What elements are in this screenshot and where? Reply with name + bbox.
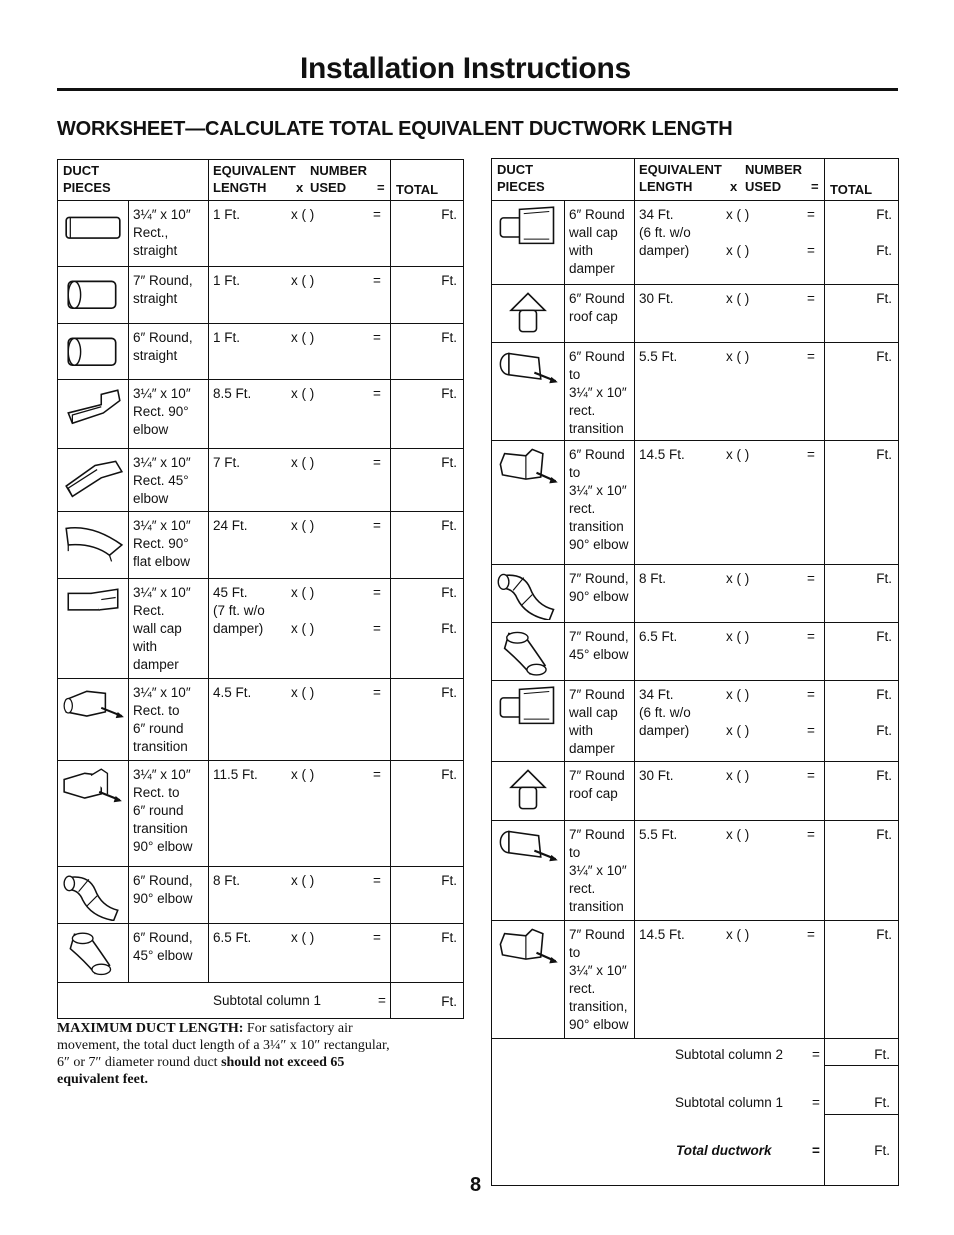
duct-piece-row <box>58 380 464 449</box>
row-total-cell[interactable]: Ft. <box>825 820 899 920</box>
round-roof-cap-icon <box>492 285 565 343</box>
duct-piece-description: 3¼″ x 10″ Rect. 45° elbow <box>129 449 209 512</box>
equivalent-length-cell: 11.5 Ft. x ( ) = <box>209 761 391 867</box>
duct-piece-description: 7″ Round to 3¼″ x 10″ rect. transition <box>565 820 635 920</box>
rect-straight-duct-icon <box>60 203 126 255</box>
round-45-elbow-icon <box>492 623 565 681</box>
duct-piece-description: 6″ Round to 3¼″ x 10″ rect. transition 90° elbow <box>565 441 635 565</box>
page-title: Installation Instructions <box>300 52 631 85</box>
row-total-cell[interactable]: Ft. Ft. <box>825 681 899 762</box>
row-total-cell[interactable]: Ft. Ft. <box>825 201 899 285</box>
duct-piece-row <box>492 762 899 820</box>
quantity-used-input[interactable]: x ( ) <box>726 629 750 645</box>
duct-piece-row <box>58 923 464 982</box>
equivalent-length-cell: 5.5 Ft. x ( ) = <box>635 343 825 441</box>
duct-piece-row <box>492 623 899 681</box>
equivalent-length-cell: 1 Ft. x ( ) = <box>209 267 391 324</box>
rect-flat-elbow-icon <box>58 512 129 579</box>
round-wall-cap-icon <box>492 201 565 285</box>
subtotal-cell[interactable]: Ft. <box>391 982 464 1018</box>
round-to-rect-transition-icon <box>494 823 562 876</box>
quantity-used-input[interactable]: x ( ) <box>726 447 750 463</box>
duct-piece-row <box>492 201 899 285</box>
quantity-used-input[interactable]: x ( ) <box>291 386 315 402</box>
quantity-used-input[interactable]: x ( ) <box>726 768 750 784</box>
round-90-elbow-icon <box>60 869 126 921</box>
duct-piece-description: 6″ Round, straight <box>129 323 209 380</box>
row-total-cell[interactable]: Ft. <box>391 512 464 579</box>
duct-piece-row <box>58 679 464 761</box>
quantity-used-input[interactable]: x ( ) <box>726 207 750 222</box>
duct-pieces-header: DUCT PIECES <box>58 160 209 201</box>
equals-sign: = <box>807 243 815 258</box>
quantity-used-input[interactable]: x ( ) <box>726 687 750 703</box>
round-wall-cap-icon <box>494 203 562 256</box>
duct-piece-description: 7″ Round roof cap <box>565 762 635 820</box>
equals-sign: = <box>373 767 381 783</box>
round-to-rect-transition-icon <box>494 345 562 398</box>
duct-piece-row <box>492 820 899 920</box>
quantity-used-input[interactable]: x ( ) <box>726 291 750 306</box>
equals-sign: = <box>373 518 381 534</box>
equivalent-length-cell: 14.5 Ft. x ( ) = <box>635 920 825 1038</box>
row-total-cell[interactable]: Ft. <box>825 623 899 681</box>
equivalent-length-cell: 8 Ft. x ( ) = <box>635 565 825 623</box>
round-90-elbow-icon <box>58 867 129 924</box>
equals-sign: = <box>373 585 381 601</box>
equals-sign: = <box>373 273 381 288</box>
equals-sign: = <box>812 1046 820 1062</box>
row-total-cell[interactable]: Ft. Ft. <box>391 579 464 679</box>
subtotal-column-1-label: Subtotal column 1 <box>675 1094 784 1110</box>
equals-sign: = <box>807 571 815 587</box>
row-total-cell[interactable]: Ft. <box>391 380 464 449</box>
duct-piece-row <box>492 285 899 343</box>
round-roof-cap-icon <box>494 764 562 817</box>
quantity-used-input[interactable]: x ( ) <box>291 621 315 637</box>
equivalent-length-cell: 5.5 Ft. x ( ) = <box>635 820 825 920</box>
row-total-cell[interactable]: Ft. <box>391 201 464 267</box>
round-90-elbow-icon <box>494 567 562 620</box>
equals-sign: = <box>807 826 815 842</box>
quantity-used-input[interactable]: x ( ) <box>291 929 315 945</box>
duct-piece-description: 3¼″ x 10″ Rect. wall cap with damper <box>129 579 209 679</box>
duct-piece-description: 3¼″ x 10″ Rect. 90° elbow <box>129 380 209 449</box>
equals-sign: = <box>373 386 381 402</box>
row-total-cell[interactable]: Ft. <box>391 923 464 982</box>
equals-sign: = <box>373 329 381 345</box>
duct-piece-description: 7″ Round wall cap with damper <box>565 681 635 762</box>
equivalent-length-cell: 30 Ft. x ( ) = <box>635 285 825 343</box>
round-45-elbow-icon <box>60 926 126 978</box>
round-roof-cap-icon <box>492 762 565 820</box>
round-straight-duct-icon <box>60 269 126 321</box>
row-total-cell[interactable]: Ft. <box>391 267 464 324</box>
quantity-used-input[interactable]: x ( ) <box>726 571 750 587</box>
duct-piece-row <box>492 565 899 623</box>
round-to-rect-elbow-icon <box>494 923 562 976</box>
total-ductwork-label: Total ductwork <box>676 1142 772 1158</box>
subtotal-column-2-cell[interactable]: Ft. <box>874 1046 890 1062</box>
total-ductwork-cell[interactable]: Ft. <box>874 1142 890 1158</box>
row-total-cell[interactable]: Ft. <box>825 343 899 441</box>
round-roof-cap-icon <box>494 287 562 340</box>
round-wall-cap-icon <box>494 683 562 736</box>
rect-straight-duct-icon <box>58 201 129 267</box>
round-to-rect-elbow-icon <box>492 920 565 1038</box>
duct-piece-row <box>58 201 464 267</box>
duct-piece-row <box>492 920 899 1038</box>
round-90-elbow-icon <box>492 565 565 623</box>
equivalent-length-cell: 34 Ft. (6 ft. w/o damper) x ( ) = x ( ) = <box>635 201 825 285</box>
rect-wall-cap-icon <box>58 579 129 679</box>
maximum-duct-length-note: MAXIMUM DUCT LENGTH: For satisfactory air movement, the total duct length of a 3¼″ x 10″ rectangular, 6″ or 7″ diameter round duct should not exceed 65 equivalent feet. <box>57 1021 390 1087</box>
equivalent-length-cell: 45 Ft. (7 ft. w/o damper) x ( ) = x ( ) = <box>209 579 391 679</box>
quantity-used-input[interactable]: x ( ) <box>291 518 315 534</box>
rect-flat-elbow-icon <box>60 514 126 566</box>
rect-to-round-transition-icon <box>60 681 126 733</box>
round-straight-duct-icon <box>60 326 126 378</box>
equivalent-length-cell: 8 Ft. x ( ) = <box>209 867 391 924</box>
duct-piece-row <box>58 512 464 579</box>
duct-piece-description: 7″ Round to 3¼″ x 10″ rect. transition, 90° elbow <box>565 920 635 1038</box>
round-to-rect-transition-icon <box>492 343 565 441</box>
equals-sign: = <box>373 455 381 471</box>
summary-row <box>492 1038 899 1185</box>
equivalent-length-cell: 8.5 Ft. x ( ) = <box>209 380 391 449</box>
equals-sign: = <box>373 621 381 637</box>
round-45-elbow-icon <box>58 923 129 982</box>
quantity-used-input[interactable]: x ( ) <box>291 273 315 288</box>
equivalent-length-cell: 6.5 Ft. x ( ) = <box>635 623 825 681</box>
round-wall-cap-icon <box>492 681 565 762</box>
equivalent-length-header: EQUIVALENT NUMBER LENGTH x USED = <box>635 159 825 201</box>
duct-piece-row <box>58 579 464 679</box>
duct-piece-description: 7″ Round, 45° elbow <box>565 623 635 681</box>
equals-sign: = <box>807 926 815 942</box>
duct-piece-row <box>58 867 464 924</box>
table-header-row <box>492 159 899 201</box>
row-total-cell[interactable]: Ft. <box>391 761 464 867</box>
rect-wall-cap-icon <box>60 581 126 633</box>
round-straight-duct-icon <box>58 323 129 380</box>
duct-piece-row <box>58 449 464 512</box>
equals-sign: = <box>807 291 815 306</box>
equals-sign: = <box>807 687 815 703</box>
quantity-used-input[interactable]: x ( ) <box>291 455 315 471</box>
row-total-cell[interactable]: Ft. <box>391 449 464 512</box>
equivalent-length-cell: 14.5 Ft. x ( ) = <box>635 441 825 565</box>
duct-pieces-header: DUCT PIECES <box>492 159 635 201</box>
subtotal-column-2-label: Subtotal column 2 <box>675 1046 784 1062</box>
row-total-cell[interactable]: Ft. <box>391 679 464 761</box>
equivalent-length-cell: 1 Ft. x ( ) = <box>209 323 391 380</box>
equivalent-length-cell: 30 Ft. x ( ) = <box>635 762 825 820</box>
row-total-cell[interactable]: Ft. <box>825 565 899 623</box>
worksheet-heading: WORKSHEET—CALCULATE TOTAL EQUIVALENT DUCTWORK LENGTH <box>57 118 733 140</box>
equals-sign: = <box>373 929 381 945</box>
quantity-used-input[interactable]: x ( ) <box>291 767 315 783</box>
quantity-used-input[interactable]: x ( ) <box>291 329 315 345</box>
subtotal-column-1-cell[interactable]: Ft. <box>874 1094 890 1110</box>
row-total-cell[interactable]: Ft. <box>825 441 899 565</box>
equivalent-length-header: EQUIVALENT NUMBER LENGTH x USED = <box>209 160 391 201</box>
duct-piece-description: 3¼″ x 10″ Rect. 90° flat elbow <box>129 512 209 579</box>
quantity-used-input[interactable]: x ( ) <box>291 207 315 222</box>
page-number: 8 <box>470 1174 482 1196</box>
duct-piece-row <box>58 761 464 867</box>
equals-sign: = <box>812 1142 820 1158</box>
quantity-used-input[interactable]: x ( ) <box>291 685 315 701</box>
quantity-used-input[interactable]: x ( ) <box>726 826 750 842</box>
equivalent-length-cell: 34 Ft. (6 ft. w/o damper) x ( ) = x ( ) = <box>635 681 825 762</box>
duct-piece-description: 6″ Round to 3¼″ x 10″ rect. transition <box>565 343 635 441</box>
duct-piece-row <box>58 267 464 324</box>
row-total-cell[interactable]: Ft. <box>825 285 899 343</box>
equals-sign: = <box>373 207 381 222</box>
row-total-cell[interactable]: Ft. <box>825 920 899 1038</box>
quantity-used-input[interactable]: x ( ) <box>291 873 315 889</box>
duct-piece-description: 3¼″ x 10″ Rect., straight <box>129 201 209 267</box>
round-to-rect-elbow-icon <box>492 441 565 565</box>
table-header-row <box>58 160 464 201</box>
duct-piece-description: 6″ Round roof cap <box>565 285 635 343</box>
duct-piece-description: 6″ Round, 45° elbow <box>129 923 209 982</box>
equals-sign: = <box>807 447 815 463</box>
equals-sign: = <box>807 723 815 739</box>
equals-sign: = <box>373 685 381 701</box>
duct-piece-description: 6″ Round, 90° elbow <box>129 867 209 924</box>
equals-sign: = <box>807 207 815 222</box>
row-total-cell[interactable]: Ft. <box>391 323 464 380</box>
quantity-used-input[interactable]: x ( ) <box>726 723 750 739</box>
round-45-elbow-icon <box>494 625 562 678</box>
rect-90-elbow-icon <box>58 380 129 449</box>
equivalent-length-cell: 6.5 Ft. x ( ) = <box>209 923 391 982</box>
equals-sign: = <box>373 873 381 889</box>
row-total-cell[interactable]: Ft. <box>825 762 899 820</box>
rect-to-round-elbow-icon <box>58 761 129 867</box>
equivalent-length-cell: 4.5 Ft. x ( ) = <box>209 679 391 761</box>
duct-piece-description: 3¼″ x 10″ Rect. to 6″ round transition 90° elbow <box>129 761 209 867</box>
title-rule <box>57 88 898 91</box>
rect-90-elbow-icon <box>60 382 126 434</box>
quantity-used-input[interactable]: x ( ) <box>726 926 750 942</box>
quantity-used-input[interactable]: x ( ) <box>291 585 315 601</box>
rect-45-elbow-icon <box>58 449 129 512</box>
subtotal-label: Subtotal column 1 <box>213 992 322 1008</box>
round-straight-duct-icon <box>58 267 129 324</box>
equivalent-length-cell: 24 Ft. x ( ) = <box>209 512 391 579</box>
duct-piece-description: 3¼″ x 10″ Rect. to 6″ round transition <box>129 679 209 761</box>
equals-sign: = <box>807 349 815 365</box>
duct-piece-row <box>58 323 464 380</box>
round-to-rect-elbow-icon <box>494 443 562 496</box>
rect-to-round-transition-icon <box>58 679 129 761</box>
total-header: TOTAL <box>391 160 464 201</box>
row-total-cell[interactable]: Ft. <box>391 867 464 924</box>
quantity-used-input[interactable]: x ( ) <box>726 243 750 258</box>
equivalent-length-cell: 7 Ft. x ( ) = <box>209 449 391 512</box>
duct-piece-description: 7″ Round, 90° elbow <box>565 565 635 623</box>
equals-sign: = <box>378 992 386 1008</box>
quantity-used-input[interactable]: x ( ) <box>726 349 750 365</box>
subtotal-row <box>58 982 464 1018</box>
equals-sign: = <box>807 768 815 784</box>
rect-45-elbow-icon <box>60 451 126 503</box>
rect-to-round-elbow-icon <box>60 763 126 815</box>
duct-piece-description: 6″ Round wall cap with damper <box>565 201 635 285</box>
duct-piece-row <box>492 441 899 565</box>
total-header: TOTAL <box>825 159 899 201</box>
worksheet-table-column-1 <box>57 159 464 1019</box>
duct-piece-row <box>492 681 899 762</box>
worksheet-table-column-2 <box>491 158 899 1186</box>
round-to-rect-transition-icon <box>492 820 565 920</box>
duct-piece-row <box>492 343 899 441</box>
equals-sign: = <box>812 1094 820 1110</box>
equals-sign: = <box>807 629 815 645</box>
duct-piece-description: 7″ Round, straight <box>129 267 209 324</box>
equivalent-length-cell: 1 Ft. x ( ) = <box>209 201 391 267</box>
